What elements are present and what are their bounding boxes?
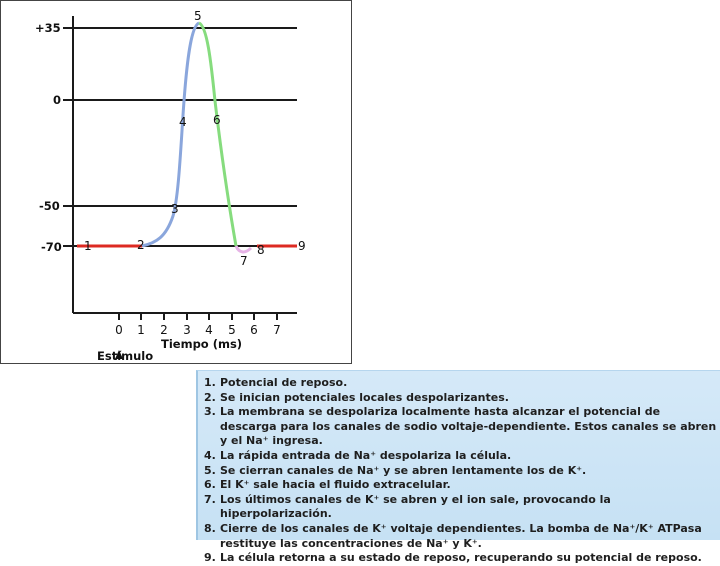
legend-item (204, 449, 720, 464)
legend-box (196, 370, 720, 565)
point-label-1: 1 (84, 239, 92, 253)
legend-item-text: Cierre de los canales de K⁺ voltaje dependientes. La bomba de Na⁺/K⁺ ATPasa restituye las concentraciones de Na⁺ y K⁺. (220, 521, 706, 550)
x-tick-label: 4 (205, 323, 213, 337)
point-label-3: 3 (171, 202, 179, 216)
legend-item (204, 464, 720, 479)
legend-item-number: 9. (204, 551, 216, 565)
action-potential-figure (0, 0, 352, 364)
legend-item (204, 478, 720, 493)
legend-item-text: Potencial de reposo. (220, 376, 348, 389)
legend-item-number: 7. (204, 492, 216, 506)
y-level-label: -50 (39, 199, 60, 213)
legend-item-number: 6. (204, 478, 216, 492)
x-tick-label: 6 (250, 323, 258, 337)
x-tick-label: 3 (183, 323, 191, 337)
legend-item (204, 493, 720, 522)
x-tick-label: 0 (115, 323, 123, 337)
legend-item-number: 1. (204, 376, 216, 389)
y-level-label: -70 (41, 240, 62, 254)
legend-list (198, 371, 720, 566)
legend-item (204, 376, 720, 391)
legend-item (204, 551, 720, 566)
repolarization-segment (199, 23, 236, 246)
point-label-5: 5 (194, 9, 202, 23)
point-label-4: 4 (179, 115, 187, 129)
legend-item-text: La célula retorna a su estado de reposo, recuperando su potencial de reposo. (220, 551, 702, 565)
x-tick-label: 2 (160, 323, 168, 337)
point-label-6: 6 (213, 113, 221, 127)
point-label-9: 9 (298, 239, 306, 253)
point-label-2: 2 (137, 238, 145, 252)
y-level-label: +35 (35, 21, 61, 35)
legend-item-text: Se inician potenciales locales despolarizantes. (220, 390, 509, 404)
point-label-8: 8 (257, 243, 265, 257)
legend-item-text: Los últimos canales de K⁺ se abren y el ion sale, provocando la hiperpolarización. (220, 492, 615, 521)
x-tick-label: 7 (273, 323, 281, 337)
legend-item-text: La rápida entrada de Na⁺ despolariza la célula. (220, 448, 512, 462)
legend-item-number: 3. (204, 405, 216, 419)
legend-item-number: 4. (204, 448, 216, 462)
x-tick-label: 1 (137, 323, 145, 337)
legend-item (204, 522, 720, 551)
stimulus-label: Estímulo (97, 349, 154, 363)
legend-item-number: 5. (204, 463, 216, 477)
legend-item-text: La membrana se despolariza localmente hasta alcanzar el potencial de descarga para los canales de sodio voltaje-dependiente. Estos canales se abren y el Na⁺ ingresa. (220, 405, 720, 448)
legend-item (204, 391, 720, 406)
x-tick-label: 5 (228, 323, 236, 337)
x-axis-title: Tiempo (ms) (161, 337, 243, 351)
legend-item (204, 405, 720, 449)
legend-item-text: El K⁺ sale hacia el fluido extracelular. (220, 478, 451, 492)
legend-item-text: Se cierran canales de Na⁺ y se abren lentamente los de K⁺. (220, 463, 587, 477)
legend-item-number: 2. (204, 390, 216, 404)
y-level-label: 0 (53, 93, 62, 107)
point-label-7: 7 (240, 254, 248, 268)
legend-item-number: 8. (204, 521, 216, 535)
action-potential-diagram (1, 1, 353, 365)
